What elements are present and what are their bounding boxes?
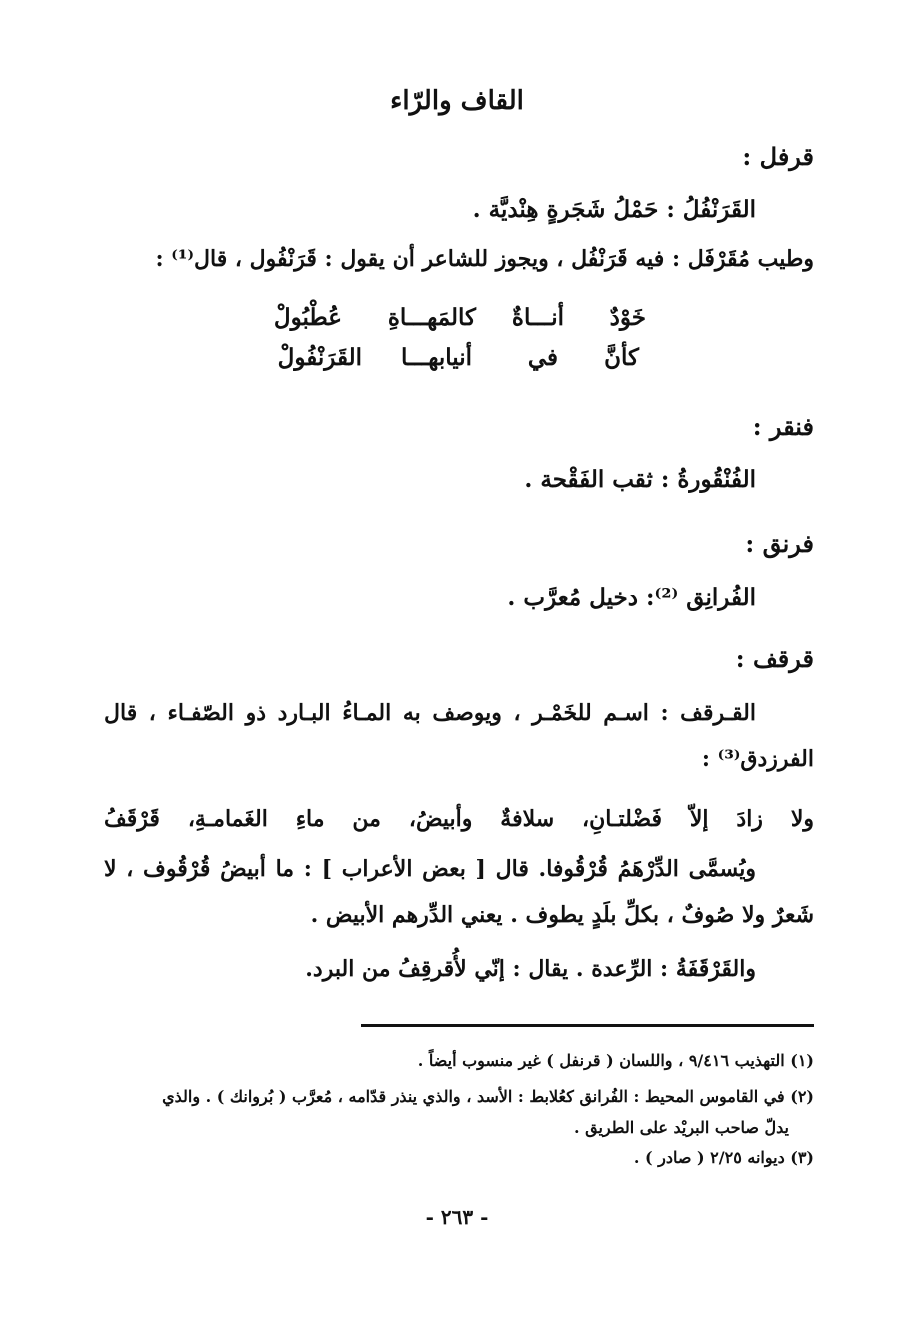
page-title: القاف والرّاء xyxy=(390,86,524,116)
section-heading-qrqf: قرقف : xyxy=(735,644,814,673)
verse-word: كأنَّ xyxy=(604,344,639,371)
footnote: (٣) ديوانه ٢/٢٥ ( صادر ) . xyxy=(633,1148,814,1167)
footnote-continuation: يدلّ صاحب البريْد على الطريق . xyxy=(573,1118,789,1137)
entry-line: القَرَنْفُلُ : حَمْلُ شَجَرةٍ هِنْديَّة . xyxy=(472,196,756,223)
section-heading-qrfl: قرفل : xyxy=(742,142,814,171)
verse-line: ولا زادَ إلاّ فَضْلتـانِ، سلافةٌ وأبيضُ، من ماءِ الغَمامـةِ، قَرْقَفُ xyxy=(104,806,814,832)
verse-word: في xyxy=(527,344,558,371)
verse-word: خَوْدٌ xyxy=(609,304,646,331)
entry-line: وطيب مُقَرْفَل : فيه قَرَنْفُل ، ويجوز للشاعر أن يقول : قَرَنْفُول ، قال⁽¹⁾ : xyxy=(155,246,814,272)
verse-word: عُطْبُولْ xyxy=(273,304,342,331)
verse-word: أنيابهـــا xyxy=(401,344,472,371)
verse-word: كالمَهـــاةِ xyxy=(387,304,476,331)
entry-line: شَعرٌ ولا صُوفٌ ، بكلِّ بلَدٍ يطوف . يعني الدِّرهم الأبيض . xyxy=(310,902,814,928)
entry-line: الفرزدق⁽³⁾ : xyxy=(701,746,814,772)
entry-line: والقَرْقَفَةُ : الرِّعدة . يقال : إنّي لأُقرقِفُ من البرد. xyxy=(305,956,756,982)
entry-line: القـرقف : اسـم للخَمْـر ، ويوصف به المـاءُ البـارد ذو الصّفـاء ، قال xyxy=(104,700,756,726)
footnote: (٢) في القاموس المحيط : الفُرانق كعُلابط : الأسد ، والذي ينذر قدّامه ، مُعرَّب ( بُروانك ) . والذي xyxy=(162,1087,814,1106)
section-heading-fnqr: فنقر : xyxy=(752,412,814,441)
entry-line: الفُنْقُورةُ : ثقب الفَقْحة . xyxy=(524,466,756,493)
page-number: - ٢٦٣ - xyxy=(425,1205,489,1229)
footnote: (١) التهذيب ٩/٤١٦ ، واللسان ( قرنفل ) غير منسوب أيضاً . xyxy=(417,1051,814,1070)
verse-word: القَرَنْفُولْ xyxy=(277,344,362,371)
verse-word: أنـــاةٌ xyxy=(511,304,564,331)
entry-line: الفُرانِق ⁽²⁾: دخيل مُعرَّب . xyxy=(507,584,756,611)
footnote-divider xyxy=(361,1024,814,1027)
section-heading-frnq: فرنق : xyxy=(745,529,814,558)
entry-line: ويُسمَّى الدِّرْهَمُ قُرْقُوفا. قال [ بعض الأعراب ] : ما أبيضُ قُرْقُوف ، لا xyxy=(104,856,756,882)
